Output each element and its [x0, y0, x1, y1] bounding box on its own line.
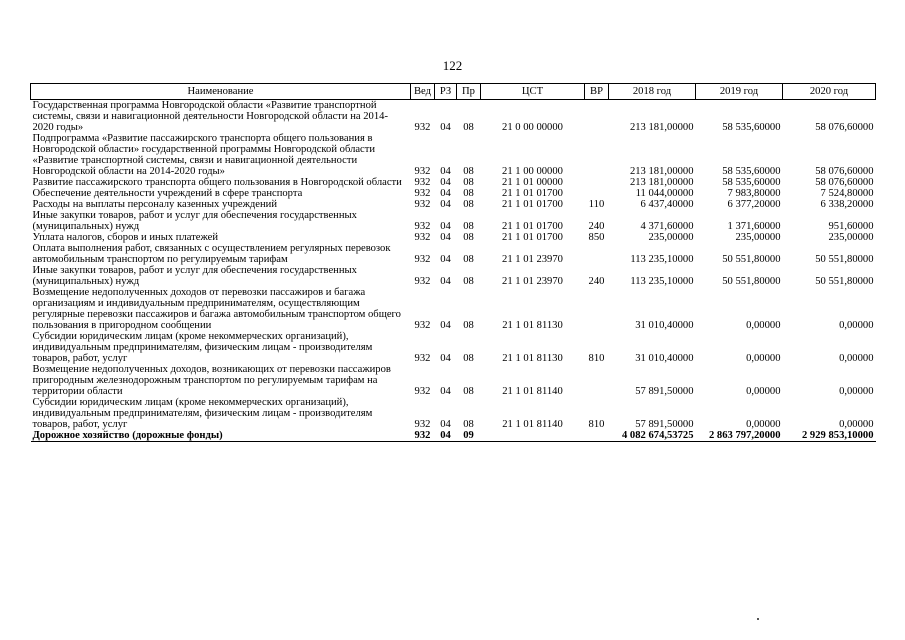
row-vr: 240: [588, 276, 605, 287]
row-2019: 0,00000: [746, 386, 781, 397]
row-2018: 6 437,40000: [640, 199, 694, 210]
row-rz: 04: [440, 232, 451, 243]
row-2019: 0,00000: [746, 320, 781, 331]
row-2019: 58 535,60000: [722, 177, 781, 188]
row-2019: 7 983,80000: [727, 188, 781, 199]
row-vr: 240: [588, 221, 605, 232]
table-row: [31, 100, 876, 134]
table-row: [31, 287, 876, 331]
row-rz: 04: [440, 188, 451, 199]
row-2019: 58 535,60000: [722, 166, 781, 177]
table-row: [31, 177, 876, 188]
row-name: Иные закупки товаров, работ и услуг для обеспечения государственных (муниципальных) нужд: [32, 210, 357, 232]
row-2020: 7 524,80000: [820, 188, 874, 199]
row-ved: 932: [414, 232, 431, 243]
row-ved: 932: [414, 386, 431, 397]
row-cst: 21 1 01 81130: [502, 320, 563, 331]
row-pr: 08: [463, 221, 474, 232]
row-name: Возмещение недополученных доходов, возникающих от перевозки пассажиров пригородным железнодорожным транспортом по регулируемым тарифам на территории области: [32, 364, 391, 397]
row-2020: 50 551,80000: [815, 254, 874, 265]
row-2018: 11 044,00000: [635, 188, 694, 199]
row-ved: 932: [411, 430, 435, 442]
row-name: Субсидии юридическим лицам (кроме некоммерческих организаций), индивидуальным предпринимателям, физическим лицам - производителям товаров, работ, услуг: [32, 331, 373, 364]
row-name: Дорожное хозяйство (дорожные фонды): [31, 430, 411, 442]
row-vr: [585, 287, 609, 331]
row-vr: 810: [588, 419, 605, 430]
row-2018: 213 181,00000: [629, 122, 694, 133]
budget-table: [30, 83, 876, 442]
row-rz: 04: [440, 221, 451, 232]
row-ved: 932: [414, 353, 431, 364]
row-2018: 213 181,00000: [629, 177, 694, 188]
row-ved: 932: [414, 419, 431, 430]
row-2019: 6 377,20000: [727, 199, 781, 210]
row-cst: 21 1 01 81140: [502, 419, 563, 430]
row-ved: 932: [414, 122, 431, 133]
table-row: [31, 265, 876, 287]
row-rz: 04: [440, 320, 451, 331]
row-ved: 932: [414, 166, 431, 177]
row-pr: 08: [463, 199, 474, 210]
row-rz: 04: [440, 177, 451, 188]
header-2019: 2019 год: [696, 84, 783, 100]
header-2018: 2018 год: [609, 84, 696, 100]
row-vr: [585, 243, 609, 265]
header-2020: 2020 год: [783, 84, 876, 100]
row-name: Иные закупки товаров, работ и услуг для обеспечения государственных (муниципальных) нужд: [32, 265, 357, 287]
row-2018: 113 235,10000: [630, 276, 694, 287]
row-cst: 21 1 01 81140: [502, 386, 563, 397]
row-rz: 04: [440, 166, 451, 177]
header-cst: ЦСТ: [481, 84, 585, 100]
row-2020: 50 551,80000: [815, 276, 874, 287]
row-name: Уплата налогов, сборов и иных платежей: [32, 232, 219, 243]
row-cst: 21 1 00 00000: [502, 166, 563, 177]
row-2018: 57 891,50000: [635, 419, 694, 430]
header-rz: РЗ: [435, 84, 457, 100]
row-2020: 0,00000: [839, 419, 874, 430]
row-vr: [585, 188, 609, 199]
row-rz: 04: [440, 122, 451, 133]
row-name: Возмещение недополученных доходов от перевозки пассажиров и багажа организациям и индивидуальным предпринимателям, осуществляющим регулярные перевозки пассажиров и багажа автомобильным транспортом общего пользования в пригородном сообщении: [32, 287, 401, 331]
row-pr: 08: [463, 177, 474, 188]
row-2020: 951,60000: [828, 221, 874, 232]
row-vr: [585, 100, 609, 134]
row-rz: 04: [440, 254, 451, 265]
row-2018: 213 181,00000: [629, 166, 694, 177]
table-row: [31, 430, 876, 442]
row-2020: 58 076,60000: [815, 166, 874, 177]
row-2019: 2 863 797,20000: [696, 430, 783, 442]
row-name: Оплата выполнения работ, связанных с осуществлением регулярных перевозок автомобильным транспортом по регулируемым тарифам: [32, 243, 391, 265]
row-cst: 21 1 01 00000: [502, 177, 563, 188]
row-vr: [585, 364, 609, 397]
row-ved: 932: [414, 177, 431, 188]
row-name: Государственная программа Новгородской области «Развитие транспортной системы, связи и навигационной деятельности Новгородской области на 2014-2020 годы»: [32, 100, 388, 133]
row-2020: 58 076,60000: [815, 177, 874, 188]
row-name: Расходы на выплаты персоналу казенных учреждений: [32, 199, 277, 210]
row-vr: 110: [588, 199, 605, 210]
row-rz: 04: [440, 386, 451, 397]
row-vr: [585, 133, 609, 177]
row-2020: 0,00000: [839, 386, 874, 397]
header-name: Наименование: [31, 84, 411, 100]
row-cst: 21 1 01 81130: [502, 353, 563, 364]
row-cst: 21 1 01 01700: [502, 199, 563, 210]
row-pr: 08: [463, 276, 474, 287]
row-cst: 21 1 01 01700: [502, 232, 563, 243]
row-2018: 4 082 674,53725: [609, 430, 696, 442]
row-pr: 08: [463, 320, 474, 331]
row-2018: 235,00000: [648, 232, 694, 243]
row-2019: 50 551,80000: [722, 254, 781, 265]
row-2020: 6 338,20000: [820, 199, 874, 210]
row-2018: 57 891,50000: [635, 386, 694, 397]
table-row: [31, 232, 876, 243]
row-rz: 04: [440, 199, 451, 210]
row-cst: 21 1 01 01700: [502, 188, 563, 199]
row-2020: 58 076,60000: [815, 122, 874, 133]
row-name: Развитие пассажирского транспорта общего пользования в Новгородской области: [32, 177, 402, 188]
row-rz: 04: [440, 419, 451, 430]
row-2018: 31 010,40000: [635, 320, 694, 331]
row-name: Обеспечение деятельности учреждений в сфере транспорта: [32, 188, 303, 199]
row-2020: 0,00000: [839, 353, 874, 364]
row-ved: 932: [414, 276, 431, 287]
header-pr: Пр: [457, 84, 481, 100]
row-cst: 21 1 01 01700: [502, 221, 563, 232]
table-row: [31, 364, 876, 397]
table-row: [31, 199, 876, 210]
row-pr: 08: [463, 386, 474, 397]
row-2019: 0,00000: [746, 419, 781, 430]
row-2018: 4 371,60000: [640, 221, 694, 232]
row-2019: 1 371,60000: [727, 221, 781, 232]
row-rz: 04: [440, 353, 451, 364]
row-2018: 113 235,10000: [630, 254, 694, 265]
row-pr: 09: [457, 430, 481, 442]
row-rz: 04: [435, 430, 457, 442]
row-2020: 0,00000: [839, 320, 874, 331]
table-header-row: [31, 84, 876, 100]
row-cst: [481, 430, 585, 442]
row-2019: 50 551,80000: [722, 276, 781, 287]
row-pr: 08: [463, 122, 474, 133]
row-ved: 932: [414, 320, 431, 331]
row-name: Субсидии юридическим лицам (кроме некоммерческих организаций), индивидуальным предпринимателям, физическим лицам - производителям товаров, работ, услуг: [32, 397, 373, 430]
table-row: [31, 133, 876, 177]
row-rz: 04: [440, 276, 451, 287]
table-row: [31, 188, 876, 199]
row-ved: 932: [414, 221, 431, 232]
row-ved: 932: [414, 188, 431, 199]
table-row: [31, 397, 876, 430]
row-2019: 235,00000: [735, 232, 781, 243]
page-number: 122: [442, 58, 463, 73]
row-pr: 08: [463, 188, 474, 199]
row-vr: [585, 177, 609, 188]
row-cst: 21 1 01 23970: [502, 254, 563, 265]
row-vr: [585, 430, 609, 442]
header-vr: ВР: [585, 84, 609, 100]
row-2020: 2 929 853,10000: [783, 430, 876, 442]
table-row: [31, 243, 876, 265]
row-ved: 932: [414, 199, 431, 210]
scan-dot: [757, 618, 759, 620]
row-pr: 08: [463, 254, 474, 265]
row-pr: 08: [463, 166, 474, 177]
row-cst: 21 1 01 23970: [502, 276, 563, 287]
header-ved: Вед: [411, 84, 435, 100]
row-cst: 21 0 00 00000: [502, 122, 563, 133]
row-vr: 810: [588, 353, 605, 364]
row-name: Подпрограмма «Развитие пассажирского транспорта общего пользования в Новгородской области» государственной программы Новгородской области «Развитие транспортной системы, связи и навигационной деятельности Новгородской области на 2014-2020 годы»: [32, 133, 376, 177]
row-vr: 850: [588, 232, 605, 243]
row-pr: 08: [463, 419, 474, 430]
table-body: [31, 100, 876, 442]
table-row: [31, 331, 876, 364]
row-pr: 08: [463, 353, 474, 364]
row-2019: 0,00000: [746, 353, 781, 364]
row-ved: 932: [414, 254, 431, 265]
row-2019: 58 535,60000: [722, 122, 781, 133]
row-2020: 235,00000: [828, 232, 874, 243]
row-pr: 08: [463, 232, 474, 243]
table-row: [31, 210, 876, 232]
row-2018: 31 010,40000: [635, 353, 694, 364]
